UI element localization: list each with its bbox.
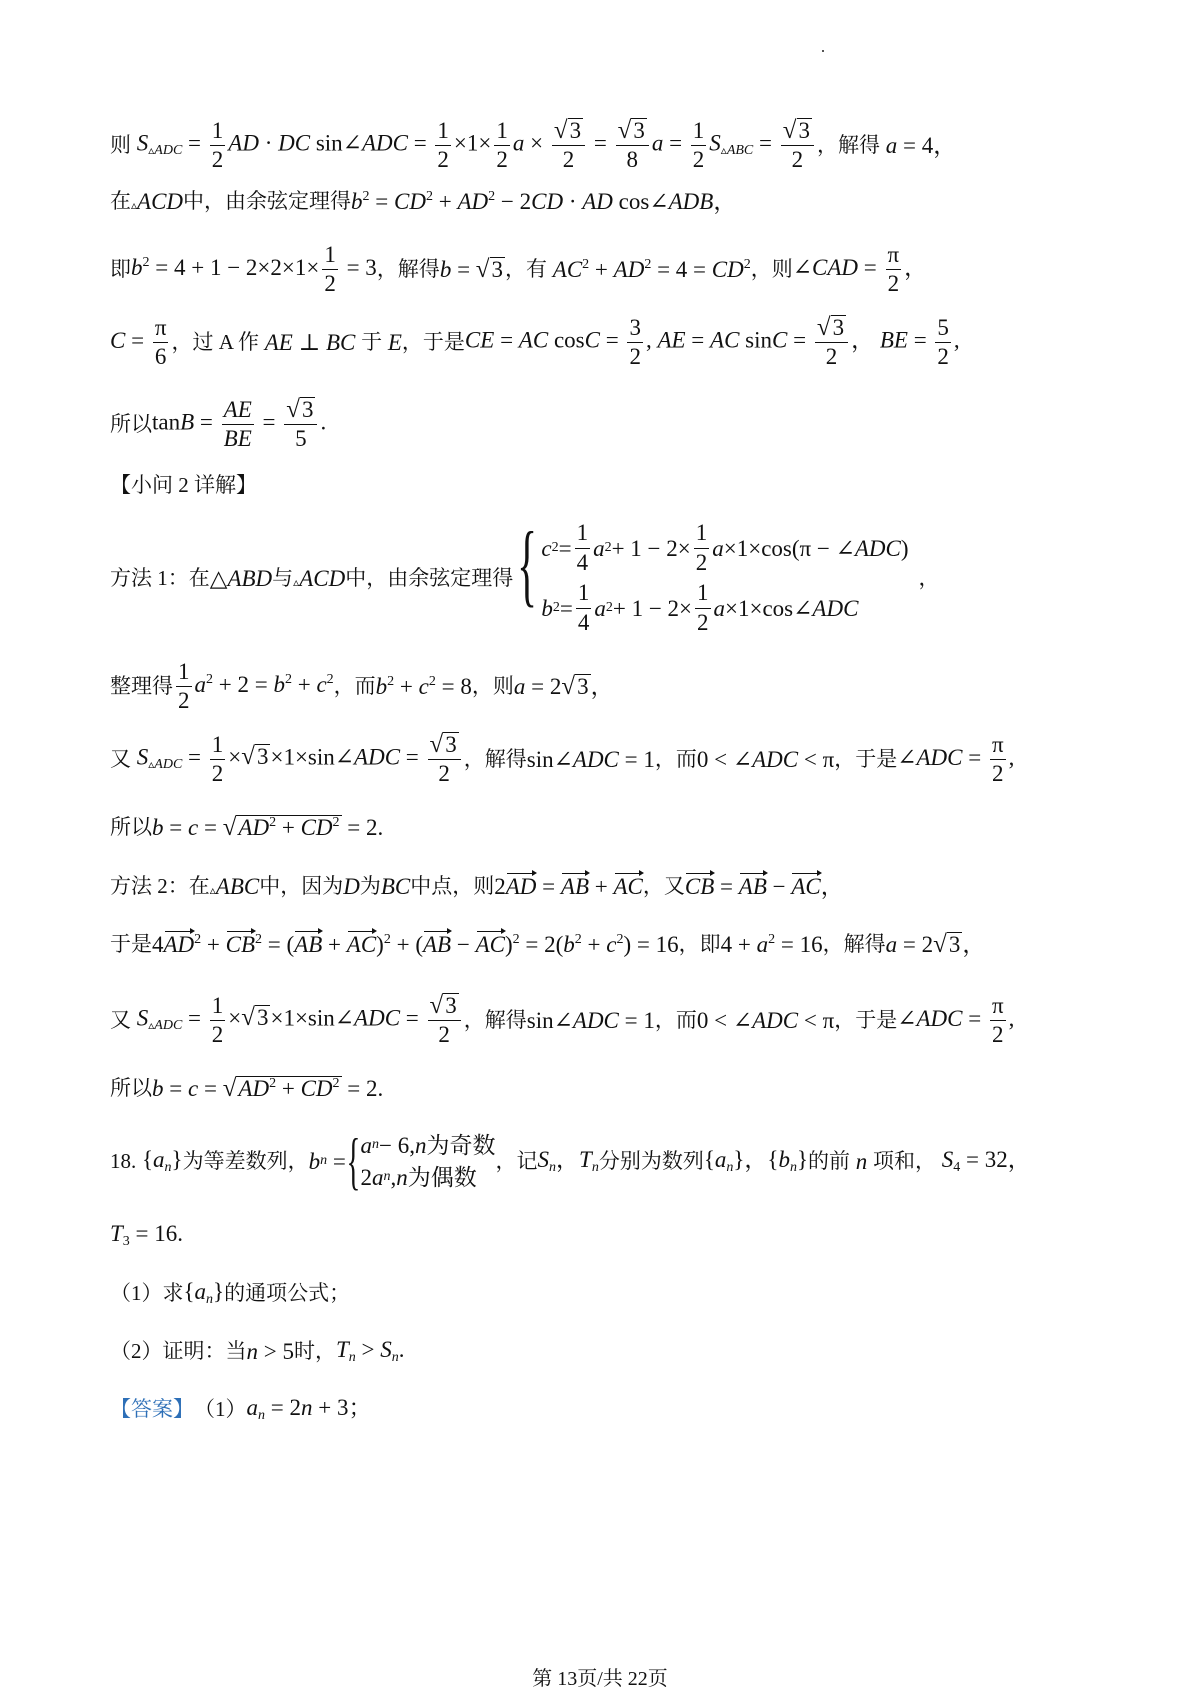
- math: D: [343, 874, 360, 899]
- math: BC: [380, 874, 411, 899]
- text: ，解得: [463, 746, 527, 771]
- text: ，又: [642, 874, 685, 898]
- math: ∠ADC = $\frac{\pi}{2}$ ,: [897, 992, 1015, 1047]
- math: $\frac{1}{2}$ $a^2 + 2 = b^2 + c^2$: [178, 659, 334, 714]
- text: 的通项公式；: [224, 1281, 351, 1305]
- text-line-3: [110, 243, 1120, 296]
- math: n: [850, 1148, 874, 1174]
- text: （2）证明：当: [110, 1339, 247, 1363]
- math: $4 + a^2 = 16$: [720, 932, 823, 958]
- math: $AC^2 + AD^2 = 4 = CD^2$: [552, 257, 751, 283]
- text: ，: [918, 565, 940, 590]
- text-line-5: [110, 397, 1120, 451]
- text: 中，由余弦定理得: [345, 565, 514, 590]
- text: 与: [272, 565, 294, 590]
- math: 2AD = AB + AC: [494, 874, 643, 899]
- text: 中，由余弦定理得: [183, 189, 352, 213]
- math: $T_n > S_n$.: [335, 1337, 405, 1365]
- math: $4AD^2 + CB^2 = (AB + AC)^2 + (AB - AC)^2 = 2(b^2 + c^2) = 16$: [152, 932, 679, 958]
- text: ，于是: [401, 329, 465, 354]
- text: 为奇数: [426, 1132, 496, 1158]
- question-18-part-1: [110, 1280, 1120, 1307]
- piecewise-definition: b n = { a n − 6, n 为奇数 2 a n , n 为偶数: [308, 1125, 496, 1196]
- text: ，有: [505, 257, 548, 282]
- answer-tag: 【答案】: [110, 1397, 194, 1421]
- math: ▵ABC: [209, 874, 260, 899]
- math: 0 < ∠ADC < π: [696, 746, 835, 772]
- math: sin∠ADC = 1: [526, 1007, 655, 1033]
- math: ▵ACD: [131, 189, 184, 214]
- math: $b^2 = 4 + 1 - 2\times 2\times 1\times$ $\frac{1}{2}$ = 3: [131, 242, 377, 297]
- text-line-4: [110, 315, 1120, 369]
- math: $b^2 = CD^2 + AD^2 - 2CD$ · AD cos∠ADB，: [351, 189, 737, 214]
- text: 又: [110, 1007, 131, 1032]
- text: 为等差数列，: [182, 1148, 309, 1173]
- text: 为: [359, 874, 381, 898]
- text: 【小问 2 详解】: [110, 473, 257, 497]
- question-18: [110, 1126, 1120, 1196]
- math: $S_{▵ADC}$ = $\frac{1}{2}$ × √ 3 ×1×sin∠ADC = √ 3 2: [131, 732, 464, 786]
- math: $a_n = 2n + 3$；: [246, 1395, 372, 1423]
- math: $T_3 = 16$.: [110, 1221, 184, 1249]
- math: CE = AC cosC = $\frac{3}{2}$ , AE = AC sinC = √ 3 2 ， BE = $\frac{5}{2}$ ,: [464, 314, 960, 370]
- math: $S_n$，$T_n$: [537, 1146, 599, 1175]
- text: ，解得: [817, 132, 880, 157]
- math: a = 4，: [885, 132, 957, 158]
- text: （1）求: [110, 1281, 184, 1305]
- text-line-11: [110, 932, 1120, 957]
- math: ∠ADC = $\frac{\pi}{2}$ ,: [897, 731, 1015, 786]
- text: 所以: [110, 411, 152, 436]
- text: 在: [110, 189, 131, 213]
- text: 中点，则: [410, 874, 495, 898]
- text-line-9: [110, 815, 1120, 840]
- text: ，解得: [376, 257, 440, 282]
- math: $b^2 + c^2 = 8$: [375, 674, 472, 700]
- math: $\{a_n\}$，$\{b_n\}$: [703, 1146, 809, 1175]
- text: 为偶数: [407, 1164, 477, 1190]
- page-footer: 第 13页/共 22页: [532, 1668, 668, 1690]
- text: 的前: [808, 1148, 851, 1173]
- math: ▵ACD: [293, 565, 346, 591]
- text: 方法 2：在: [110, 874, 210, 898]
- math: $\{a_n\}$: [183, 1279, 225, 1307]
- text: ，于是: [834, 1007, 898, 1032]
- stray-dot: [822, 50, 824, 52]
- text: ，即: [678, 932, 721, 957]
- math: △ABD: [209, 565, 273, 591]
- text: ，过 A 作: [171, 329, 259, 354]
- question-number: 18.: [110, 1148, 137, 1173]
- text: ，解得: [463, 1007, 527, 1032]
- text-line-2: [110, 190, 1120, 213]
- text: ，则: [471, 674, 514, 699]
- text: 整理得: [110, 674, 173, 699]
- equation-system: { c 2 = $\frac{1}{4}$ a 2 + 1 − 2× $\frac{1}{2}$ a ×1×cos(π − ∠ ADC ) b 2 = $\frac{1}{4}$ a 2 + 1 − 2× $\frac{1}{2}$ a ×1×cos∠ ADC: [517, 513, 909, 635]
- text: 中，因为: [259, 874, 344, 898]
- text: ，而: [654, 746, 697, 771]
- text-line-12: [110, 993, 1120, 1047]
- math: sin∠ADC = 1: [526, 746, 655, 772]
- text: 所以: [110, 1076, 152, 1101]
- math: b = c = √ $AD^2 + CD^2$ = 2.: [152, 1075, 384, 1103]
- math: b = √ 3: [439, 256, 504, 284]
- text: ，则: [750, 257, 793, 282]
- math: E: [387, 329, 402, 355]
- text: （1）: [194, 1397, 247, 1421]
- math: CB = AB − AC，: [684, 874, 844, 899]
- text: 即: [110, 257, 131, 282]
- method-2-line: [110, 875, 1120, 898]
- answer-line: [110, 1396, 1120, 1423]
- text-line-1: [110, 118, 1120, 172]
- math: a = 2 √ 3 ，: [885, 931, 986, 959]
- text: 于是: [110, 932, 152, 957]
- text: ，解得: [822, 932, 886, 957]
- text-line-7: [110, 660, 1120, 713]
- text: 时，: [293, 1339, 336, 1363]
- section-heading: [110, 475, 1120, 496]
- math: $S_{▵ADC}$ = $\frac{1}{2}$ × √ 3 ×1×sin∠ADC = √ 3 2: [131, 993, 464, 1047]
- text: 分别为数列: [598, 1148, 704, 1173]
- text-line-t3: [110, 1222, 1120, 1249]
- method-1-line: [110, 513, 1120, 638]
- math: $\{a_n\}$: [136, 1146, 183, 1175]
- math: $S_{▵ADC}$ = $\frac{1}{2}$ AD · DC sin∠ADC = $\frac{1}{2}$ ×1× $\frac{1}{2}$ a × √ 3 2 = √ 3 8 a = $\frac{1}{2}$ $S_{▵ABC}$ = √ 3 2: [131, 118, 817, 172]
- text-line-13: [110, 1076, 1120, 1101]
- math: AE ⊥ BC: [264, 329, 356, 355]
- math: $S_4 = 32$，: [941, 1146, 1031, 1175]
- question-18-part-2: [110, 1338, 1120, 1365]
- text: ，而: [333, 674, 376, 699]
- text: 方法 1：在: [110, 565, 210, 590]
- text-line-8: [110, 732, 1120, 786]
- text: ，而: [654, 1007, 697, 1032]
- text: ，于是: [834, 746, 898, 771]
- math: a = 2 √ 3 ，: [513, 673, 614, 701]
- math: b = c = √ $AD^2 + CD^2$ = 2.: [152, 814, 384, 842]
- text: 则: [110, 132, 131, 157]
- math: 0 < ∠ADC < π: [696, 1007, 835, 1033]
- text: 项和，: [873, 1148, 937, 1173]
- text: 所以: [110, 815, 152, 840]
- math: n > 5: [246, 1339, 294, 1364]
- text: ，记: [495, 1148, 538, 1173]
- math: tanB = $\frac{AE}{BE}$ = √ 3 5 .: [152, 396, 327, 452]
- text: 于: [361, 329, 383, 354]
- math: C = $\frac{\pi}{6}$: [110, 314, 167, 369]
- math: ∠CAD = $\frac{\pi}{2}$ ，: [792, 242, 928, 297]
- text: 又: [110, 746, 131, 771]
